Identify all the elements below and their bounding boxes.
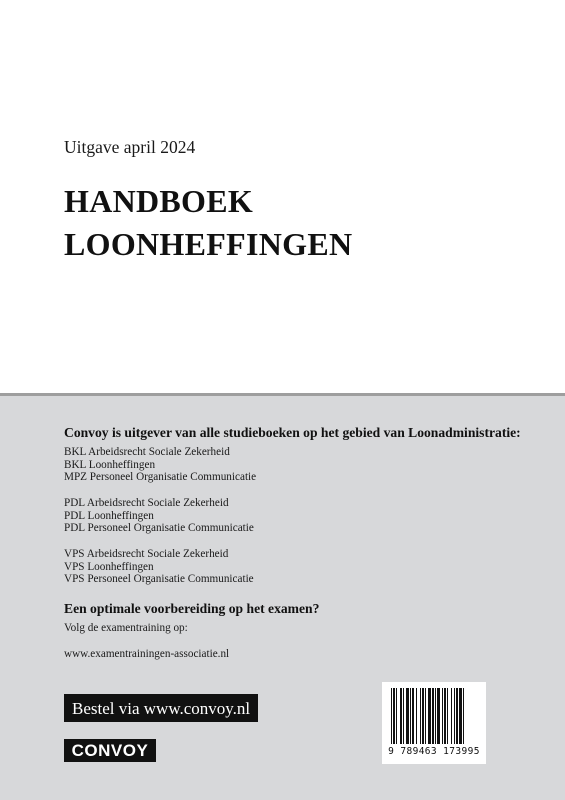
order-link-badge[interactable]: Bestel via www.convoy.nl [64, 694, 258, 722]
isbn-number: 9 789463 173995 [388, 746, 480, 757]
list-item: VPS Loonheffingen [64, 560, 154, 573]
front-cover-area [0, 0, 565, 393]
book-title [64, 180, 352, 266]
barcode [382, 682, 486, 764]
convoy-logo: CONVOY [64, 739, 156, 762]
list-item: PDL Personeel Organisatie Communicatie [64, 522, 254, 535]
title-line-1: HANDBOEK [64, 183, 254, 219]
list-item: PDL Loonheffingen [64, 509, 154, 522]
publisher-intro: Convoy is uitgever van alle studieboeken op het gebied van Loonadministratie: [64, 425, 521, 440]
course-list-bkl [64, 446, 256, 484]
edition-label: Uitgave april 2024 [64, 137, 196, 157]
course-list-vps [64, 548, 254, 586]
title-line-2: LOONHEFFINGEN [64, 226, 353, 262]
list-item: BKL Arbeidsrecht Sociale Zekerheid [64, 446, 230, 458]
course-list-pdl [64, 497, 254, 535]
list-item: BKL Loonheffingen [64, 458, 156, 471]
list-item: MPZ Personeel Organisatie Communicatie [64, 471, 257, 484]
exam-heading: Een optimale voorbereiding op het examen? [64, 601, 320, 616]
list-item: VPS Arbeidsrecht Sociale Zekerheid [64, 548, 229, 560]
barcode-bars [391, 688, 477, 744]
list-item: VPS Personeel Organisatie Communicatie [64, 573, 254, 586]
exam-url-link[interactable]: www.examentrainingen-associatie.nl [64, 648, 230, 660]
exam-text: Volg de examentraining op: [64, 622, 188, 634]
list-item: PDL Arbeidsrecht Sociale Zekerheid [64, 497, 229, 509]
